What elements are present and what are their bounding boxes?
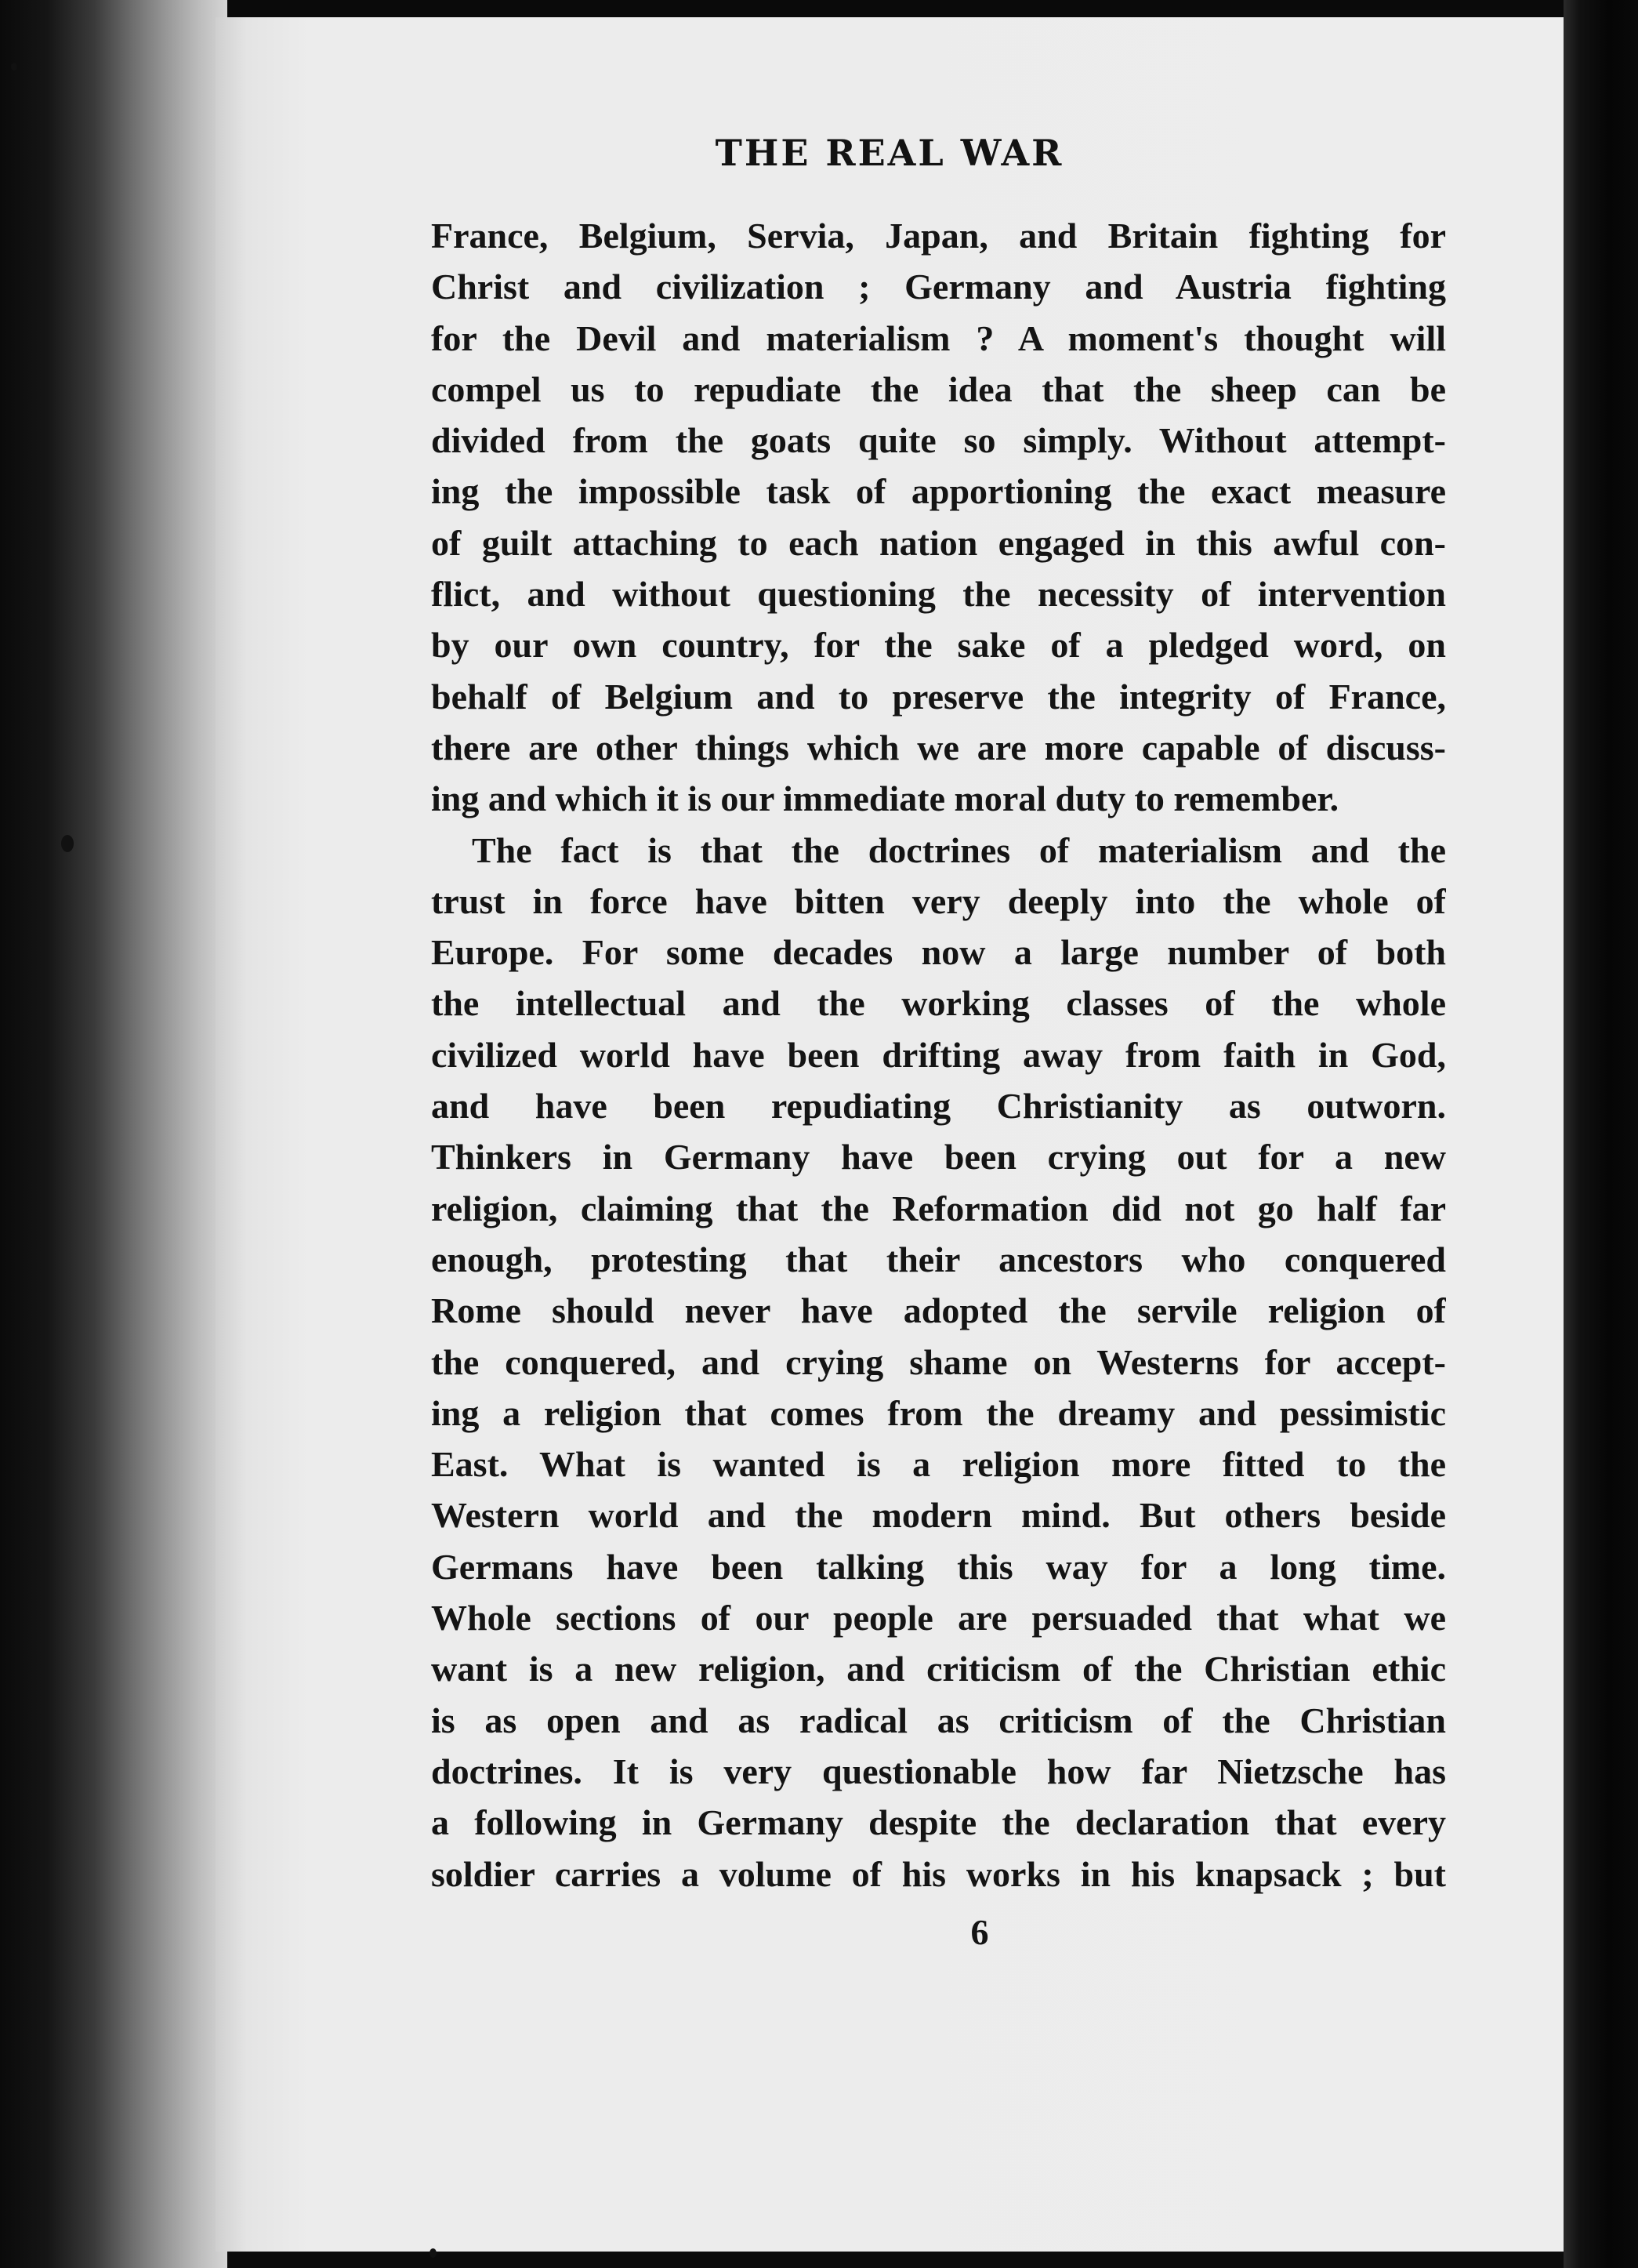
text-line: Thinkers in Germany have been crying out for a new (431, 1137, 1446, 1178)
text-line: religion, claiming that the Reformation did not go half far (431, 1188, 1446, 1228)
text-line: by our own country, for the sake of a pledged word, on (431, 625, 1446, 666)
text-line: ing and which it is our immediate moral duty to remember. (431, 778, 1339, 819)
text-line: flict, and without questioning the necessity of intervention (431, 574, 1446, 615)
scan-top-edge (0, 0, 1638, 17)
text-line: there are other things which we are more capable of discuss- (431, 727, 1446, 767)
text-line: a following in Germany despite the declaration that every (431, 1802, 1446, 1843)
text-line: Christ and civilization ; Germany and Austria fighting (431, 267, 1446, 307)
running-head: THE REAL WAR (715, 132, 1064, 174)
body-text (431, 210, 1446, 1900)
text-line: the conquered, and crying shame on Westerns for accept- (431, 1341, 1446, 1382)
text-line: ing the impossible task of apportioning the exact measure (431, 471, 1446, 512)
text-line: Rome should never have adopted the servile religion of (431, 1290, 1446, 1331)
text-line: behalf of Belgium and to preserve the integrity of France, (431, 676, 1446, 717)
text-line: Germans have been talking this way for a long time. (431, 1546, 1446, 1587)
text-line: Western world and the modern mind. But others beside (431, 1495, 1446, 1536)
text-line: France, Belgium, Servia, Japan, and Britain fighting for (431, 216, 1446, 256)
page-number: 6 (970, 1912, 989, 1952)
text-line: civilized world have been drifting away from faith in God, (431, 1034, 1446, 1075)
text-line: Whole sections of our people are persuaded that what we (431, 1598, 1446, 1638)
scan-speck (429, 2248, 437, 2258)
text-line: of guilt attaching to each nation engaged in this awful con- (431, 522, 1446, 563)
text-line: divided from the goats quite so simply. Without attempt- (431, 420, 1446, 461)
paragraph (431, 210, 1446, 825)
scan-speck (11, 63, 17, 71)
text-line: soldier carries a volume of his works in his knapsack ; but (431, 1853, 1446, 1894)
text-line: The fact is that the doctrines of materialism and the (472, 829, 1446, 870)
book-binding-shadow (0, 0, 227, 2268)
paragraph (431, 825, 1446, 1900)
text-line: East. What is wanted is a religion more fitted to the (431, 1444, 1446, 1485)
text-line: is as open and as radical as criticism of the Christian (431, 1700, 1446, 1740)
text-line: Europe. For some decades now a large number of both (431, 932, 1446, 973)
text-line: trust in force have bitten very deeply into the whole of (431, 880, 1446, 921)
text-line: enough, protesting that their ancestors who conquered (431, 1239, 1446, 1279)
text-line: ing a religion that comes from the dreamy and pessimistic (431, 1392, 1446, 1433)
text-line: the intellectual and the working classes of the whole (431, 983, 1446, 1024)
text-line: want is a new religion, and criticism of the Christian ethic (431, 1649, 1446, 1689)
text-line: doctrines. It is very questionable how far Nietzsche has (431, 1751, 1446, 1791)
text-line: and have been repudiating Christianity as outworn. (431, 1086, 1446, 1127)
text-line: for the Devil and materialism ? A moment's thought will (431, 318, 1446, 358)
scan-right-edge (1564, 0, 1638, 2268)
scan-speck (61, 835, 74, 852)
text-line: compel us to repudiate the idea that the sheep can be (431, 368, 1446, 409)
